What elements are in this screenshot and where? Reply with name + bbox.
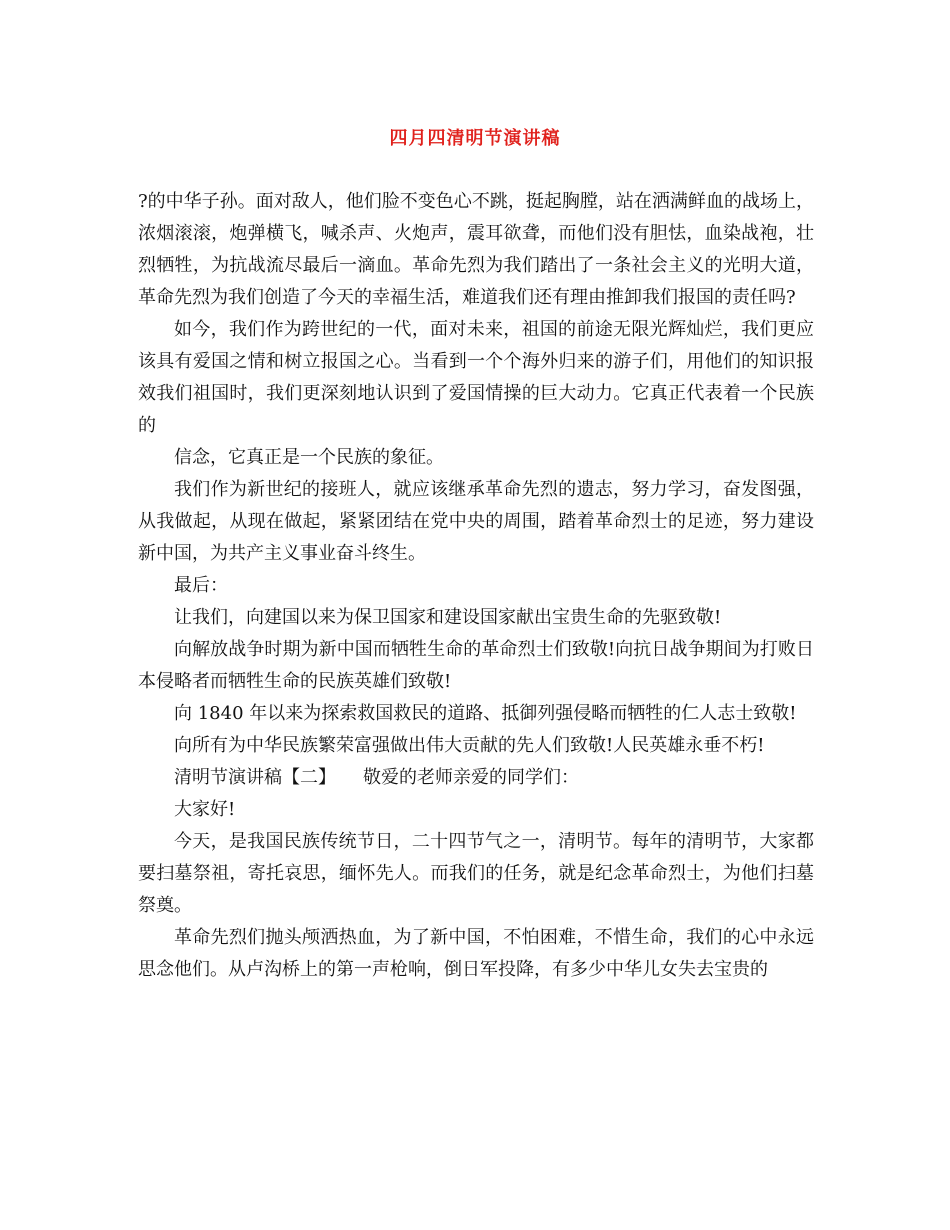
paragraph-5: 最后：: [174, 575, 228, 596]
paragraph-10: 清明节演讲稿【二】 敬爱的老师亲爱的同学们：: [174, 767, 579, 788]
paragraph-6: 让我们，向建国以来为保卫国家和建设国家献出宝贵生命的先驱致敬!: [174, 607, 722, 628]
document-body: [138, 186, 814, 986]
paragraph-8: 向 1840 年以来为探索救国救民的道路、抵御列强侵略而牺牲的仁人志士致敬!: [174, 703, 797, 724]
paragraph-7: 向解放战争时期为新中国而牺牲生命的革命烈士们致敬!向抗日战争期间为打败日本侵略者而牺牲生命的民族英雄们致敬!: [138, 639, 814, 692]
paragraph-2: 如今，我们作为跨世纪的一代，面对未来，祖国的前途无限光辉灿烂，我们更应该具有爱国之情和树立报国之心。当看到一个个海外归来的游子们，用他们的知识报效我们祖国时，我们更深刻地认识到了爱国情操的巨大动力。它真正代表着一个民族的: [138, 319, 814, 436]
paragraph-11: 大家好!: [174, 799, 236, 820]
paragraph-4: 我们作为新世纪的接班人，就应该继承革命先烈的遗志，努力学习，奋发图强，从我做起，从现在做起，紧紧团结在党中央的周围，踏着革命烈士的足迹，努力建设新中国，为共产主义事业奋斗终生。: [138, 479, 814, 564]
paragraph-9: 向所有为中华民族繁荣富强做出伟大贡献的先人们致敬!人民英雄永垂不朽!: [174, 735, 765, 756]
paragraph-13: 革命先烈们抛头颅洒热血，为了新中国，不怕困难，不惜生命，我们的心中永远思念他们。从卢沟桥上的第一声枪响，倒日军投降，有多少中华儿女失去宝贵的: [138, 927, 814, 980]
document-title: 四月四清明节演讲稿: [389, 128, 561, 149]
paragraph-3: 信念，它真正是一个民族的象征。: [174, 447, 444, 468]
paragraph-1: ?的中华子孙。面对敌人，他们脸不变色心不跳，挺起胸膛，站在洒满鲜血的战场上，浓烟滚滚，炮弹横飞，喊杀声、火炮声，震耳欲聋，而他们没有胆怯，血染战袍，壮烈牺牲，为抗战流尽最后一滴血。革命先烈为我们踏出了一条社会主义的光明大道，革命先烈为我们创造了今天的幸福生活，难道我们还有理由推卸我们报国的责任吗?: [138, 191, 814, 308]
paragraph-12: 今天，是我国民族传统节日，二十四节气之一，清明节。每年的清明节，大家都要扫墓祭祖，寄托哀思，缅怀先人。而我们的任务，就是纪念革命烈士，为他们扫墓祭奠。: [138, 831, 814, 916]
